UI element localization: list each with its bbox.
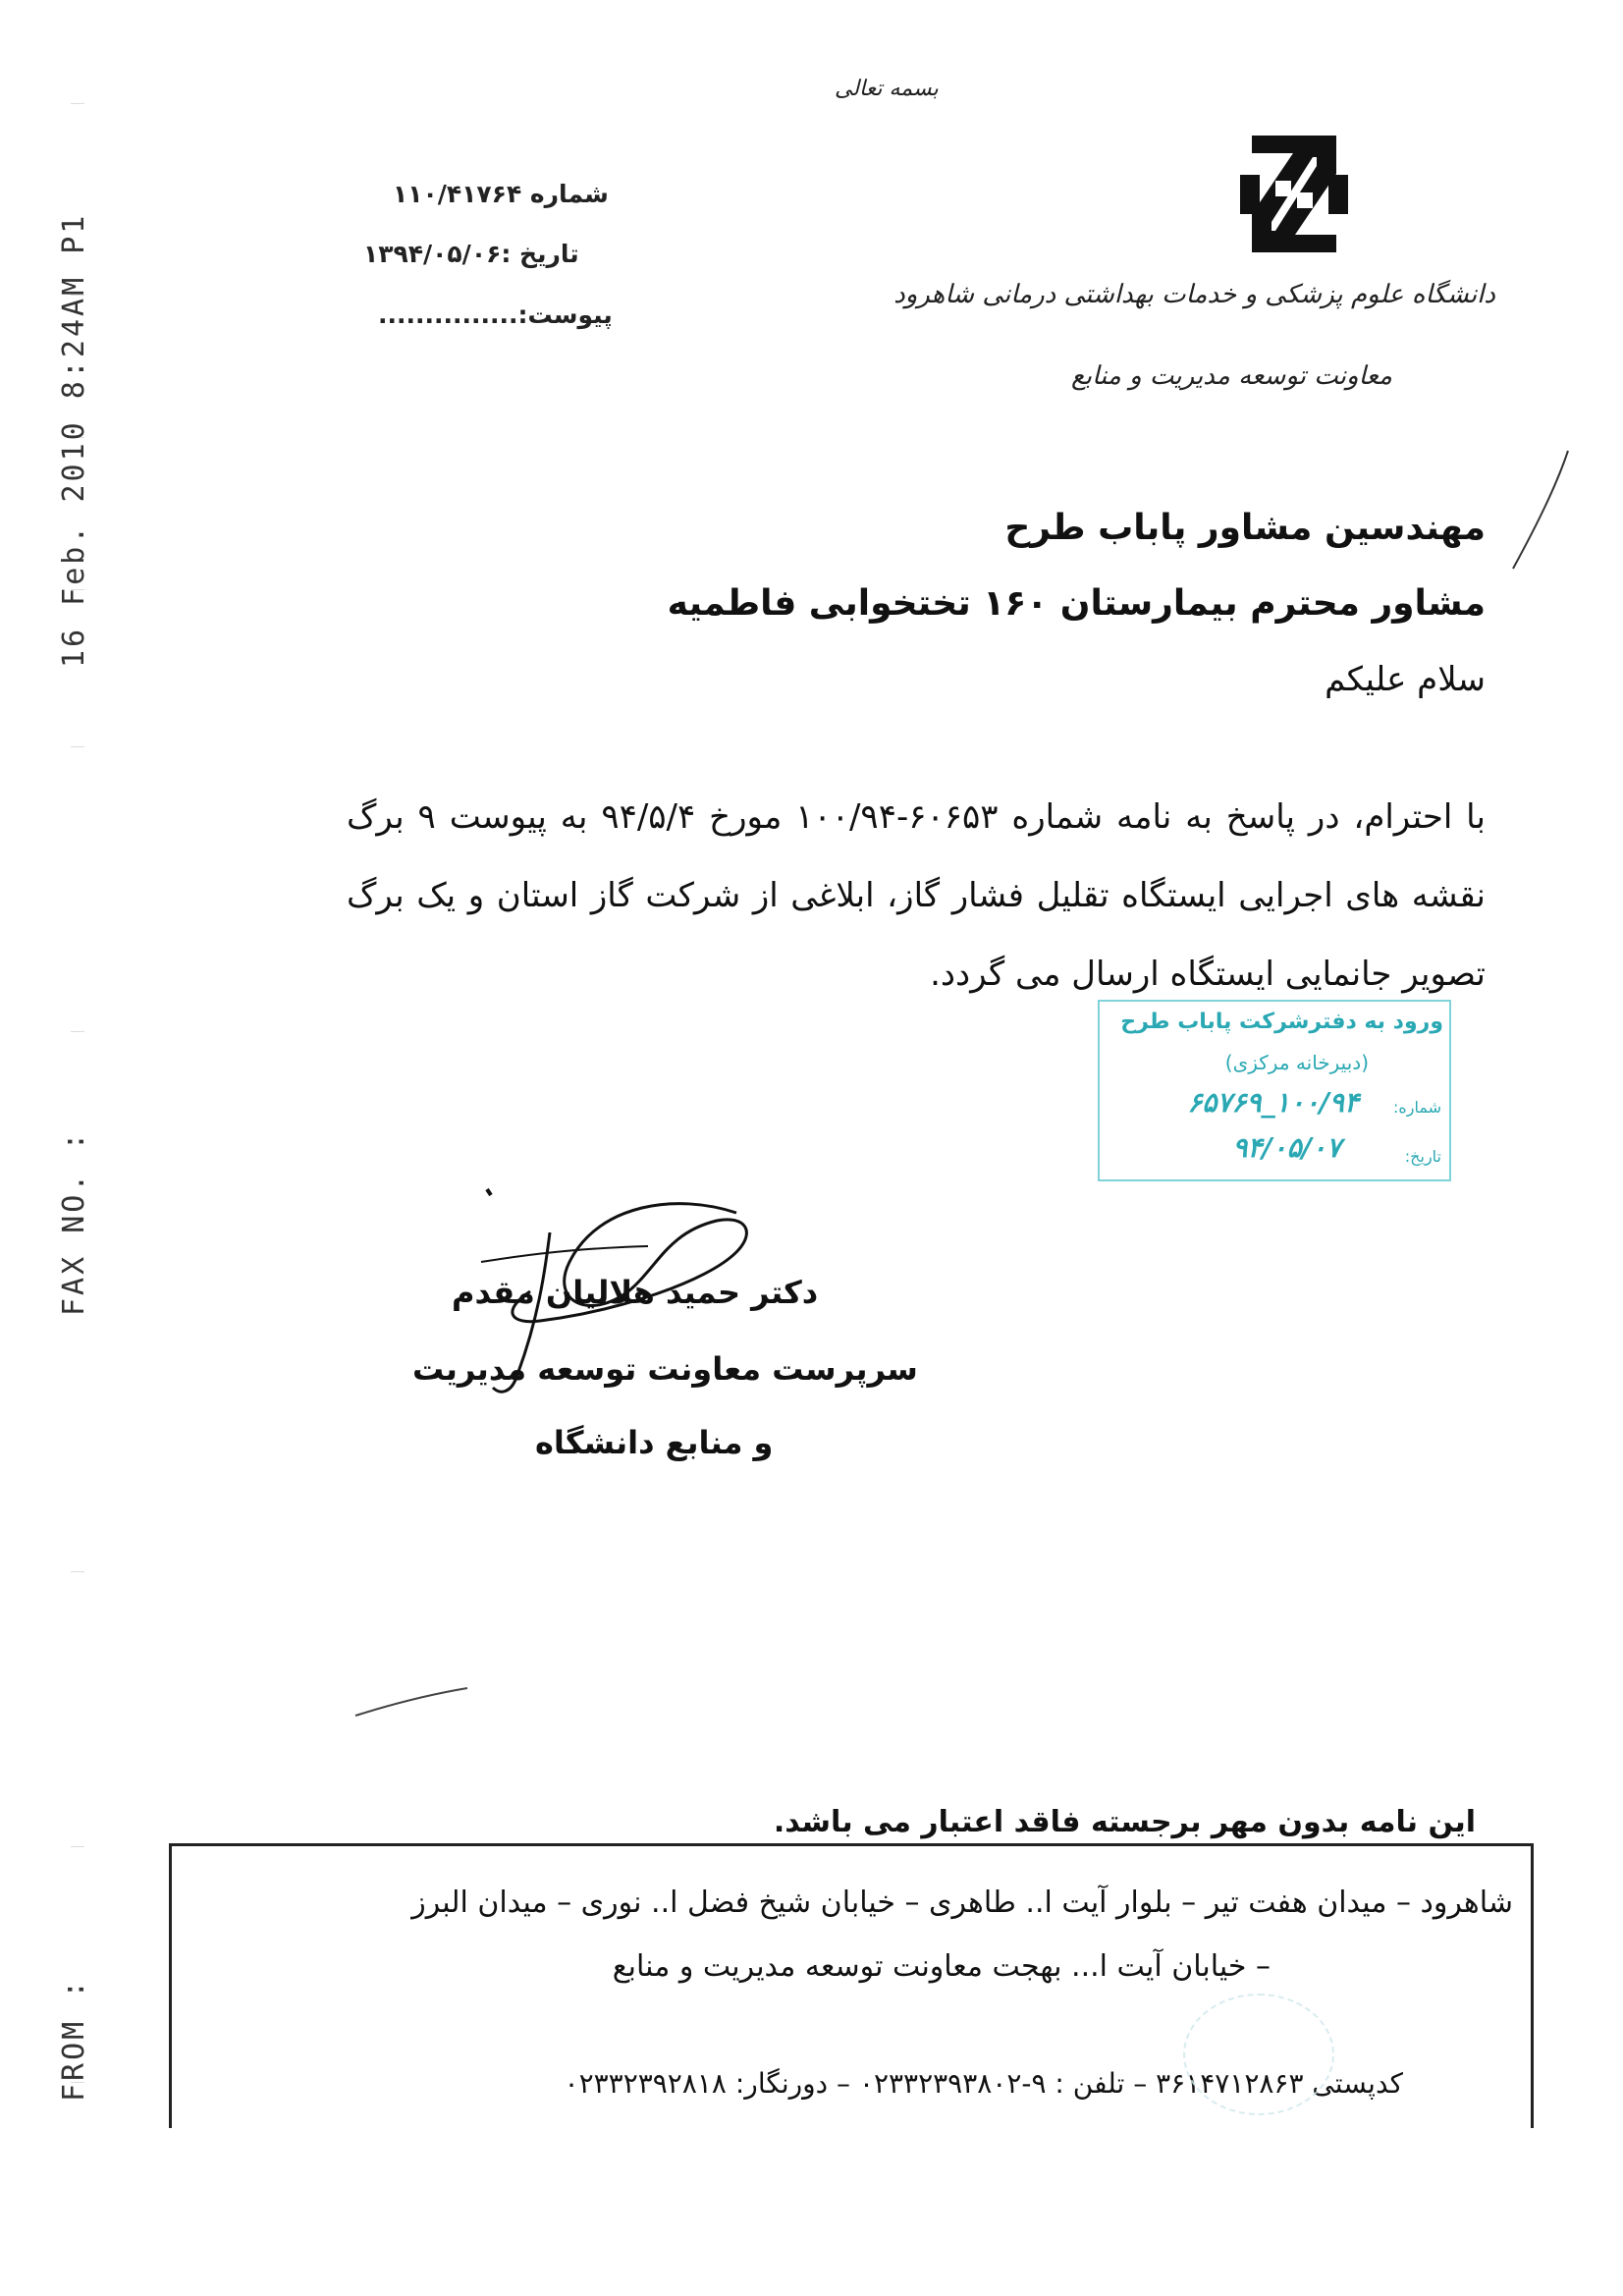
footer-contact-line: کدپستی ۳۶۱۴۷۱۲۸۶۳ – تلفن : ۹-۰۲۳۳۲۳۹۳۸۰۲ – دورنگار: ۰۲۳۳۲۳۹۲۸۱۸	[564, 2067, 1403, 2100]
signatory-title-2: و منابع دانشگاه	[535, 1424, 774, 1461]
embossed-seal-mark	[1183, 1994, 1334, 2115]
signatory-name: دکتر حمید هلالیان مقدم	[452, 1274, 819, 1311]
stamp-number-value: ۱۰۰/۹۴_۶۵۷۶۹	[1187, 1086, 1359, 1119]
footer-address-line-2: – خیابان آیت ا... بهجت معاونت توسعه مدیریت و منابع	[612, 1949, 1271, 1984]
recipient-line-2: مشاور محترم بیمارستان ۱۶۰ تختخوابی فاطمیه	[667, 583, 1486, 624]
received-stamp	[1098, 1000, 1451, 1181]
footer-address-line-1: شاهرود – میدان هفت تیر – بلوار آیت ا.. طاهری – خیابان شیخ فضل ا.. نوری – میدان البرز	[411, 1886, 1513, 1920]
university-logo	[1232, 128, 1356, 260]
department-name: معاونت توسعه مدیریت و منابع	[1071, 361, 1392, 391]
validity-notice: این نامه بدون مهر برجسته فاقد اعتبار می باشد.	[773, 1805, 1476, 1839]
fax-timestamp: 16 Feb. 2010 8:24AM P1	[57, 212, 91, 668]
stamp-date-label: تاریخ:	[1404, 1147, 1441, 1166]
letter-attachment: پیوست:...............	[378, 301, 613, 329]
salutation: سلام علیکم	[1325, 660, 1486, 699]
letter-body: با احترام، در پاسخ به نامه شماره ۶۰۶۵۳-۱۰۰/۹۴ مورخ ۹۴/۵/۴ به پیوست ۹ برگ نقشه های اجرایی ایستگاه تقلیل فشار گاز، ابلاغی از شرکت گاز استان و یک برگ تصویر جانمایی ایستگاه ارسال می گردد.	[347, 797, 1486, 994]
fax-number-label: FAX NO. :	[57, 1129, 91, 1316]
recipient-line-1: مهندسین مشاور پاباب طرح	[1004, 508, 1486, 548]
stamp-number-label: شماره:	[1392, 1098, 1441, 1117]
fax-from-label: FROM :	[57, 1977, 91, 2102]
handwritten-signature	[422, 1174, 835, 1409]
signatory-title-1: سرپرست معاونت توسعه مدیریت	[412, 1350, 918, 1388]
stamp-subtitle: (دبیرخانه مرکزی)	[1224, 1051, 1369, 1074]
stamp-date-value: ۹۴/۰۵/۰۷	[1232, 1131, 1341, 1164]
margin-check-mark	[1507, 447, 1576, 574]
footer-address-box	[169, 1843, 1534, 2128]
university-name: دانشگاه علوم پزشکی و خدمات بهداشتی درمانی شاهرود	[893, 280, 1495, 309]
letter-motto: بسمه تعالی	[835, 77, 939, 101]
stamp-title: ورود به دفترشرکت پاباب طرح	[1120, 1010, 1443, 1034]
letter-number: شماره ۱۱۰/۴۱۷۶۴	[393, 180, 609, 208]
pen-stroke	[353, 1684, 471, 1723]
letter-date: تاریخ :۱۳۹۴/۰۵/۰۶	[363, 240, 579, 268]
